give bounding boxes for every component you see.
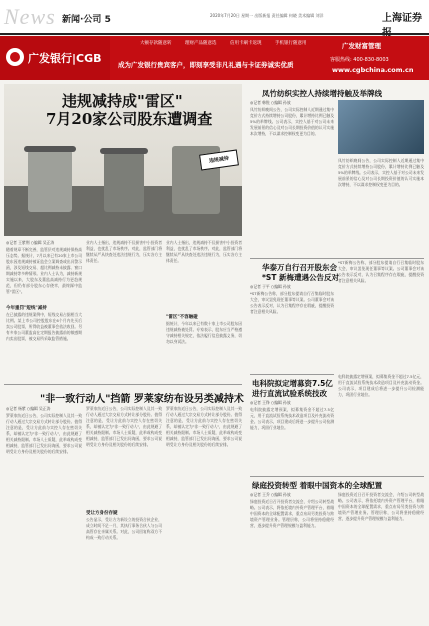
article-headline-b[interactable]: *ST 新梅遭遇公告反对 [262, 273, 340, 282]
article-body: 电科院披露定增预案，拟募集资金不超过7.5亿元，用于直流试验系统技术改造项目及补充流动资金。公司表示，项目建成后将进一步提升公司检测能力，巩固行业地位。 [250, 407, 334, 430]
lead-subheadline[interactable]: 7月20家公司股东遭调查 [46, 110, 213, 128]
article-body-b: *ST新梅公告称，部分股东提请自行召集临时股东大会，审议罢免现任董事等议案。公司董事会对该公告表示反对，认为召集程序存在瑕疵，提醒投资者注意相关风险。 [338, 260, 424, 283]
lead-body-col2: 业内人士指出，违规减持不仅损害中小投资者利益，也扰乱了市场秩序。对此，监管部门将继续从严从快查处违法违规行为，压实各方主体责任。 [86, 240, 162, 263]
article-body: *ST新梅公告称，部分股东提请自行召集临时股东大会，审议罢免现任董事等议案。公司董事会对该公告表示反对，认为召集程序存在瑕疵，提醒投资者注意相关风险。 [250, 291, 334, 314]
ad-right-logo: 广发财富管理 [342, 42, 381, 50]
lead-byline: ◎记者 王紫荆 ○编辑 吴正涛 [6, 240, 55, 245]
lead-body-col1: 随着规章不断完善，监管层对违规减持保持高压态势。据统计，7月以来已有20家上市公司股东因违规减持被证监会立案调查或出具警示函，涉及短线交易、超比例减持未披露、窗口期减持等多种情形。业内人士认为，减持新规实施以来，大股东及董监高减持行为更趋规范，但仍有部分股东心存侥幸，最终踩中监管"雷区"。 [6, 247, 82, 294]
article-body-b: 绿庭投资近日召开投资者交流会，介绍公司转型战略。公司表示，将依托境内外资产管理平台，着眼中国资本的全球配置需求，重点布局另类投资与跨境资产管理业务。管理层称，公司将坚持稳健经营，逐步提升资产管理规模与盈利能力。 [338, 492, 424, 521]
lead-body-col3: 业内人士指出，违规减持不仅损害中小投资者利益，也扰乱了市场秩序。对此，监管部门将继续从严从快查处违法违规行为，压实各方主体责任。 [166, 240, 242, 263]
paper-name: 上海证券 [382, 13, 422, 24]
second-body-col1: 罗莱家纺近日公告，公司实际控制人及其一致行动人通过大宗交易方式转让部分股份。值得注意的是，受让方此前与实控人存在密切关系，却被认定为"非一致行动人"，由此规避了相关减持限制。市场人士质疑，此举或构成变相减持，监管部门已发出问询函，要求公司说明受让方身份及相关股份的后续安排。 [6, 413, 82, 454]
right-divider [250, 258, 424, 259]
right-divider [250, 374, 334, 375]
ad-service-item: 信用卡刷卡返现 [230, 41, 262, 46]
lead-body-col3b: 据统计，今年以来已有数十家上市公司股东因违规减持被处罚。专家表示，股东应当严格遵守减持相关规定，依法履行信息披露义务，切勿以身试法。 [166, 321, 242, 344]
section-name: 新闻·公司 [62, 15, 102, 25]
ad-service-item: 大额存款随意转 [140, 41, 172, 46]
trash-bin-lid [100, 148, 148, 154]
lead-subhead-2: "雷区"不容触碰 [166, 315, 198, 320]
ad-slogan: 成为广发银行贵宾客户，即刻享受非凡礼遇与卡证券诚实优质 [118, 61, 294, 69]
ad-website[interactable]: www.cgbchina.com.cn [332, 66, 414, 74]
article-byline: ◎记者 于平 ○编辑 孙放 [250, 284, 291, 289]
ad-service-item: 理财产品随意选 [185, 41, 217, 46]
second-headline[interactable]: "非一致行动人"挡箭 罗莱家纺布设另类减持术 [40, 394, 244, 405]
masthead-rule [0, 33, 429, 35]
article-body-b: 电科院披露定增预案，拟募集资金不超过7.5亿元，用于直流试验系统技术改造项目及补充流动资金。公司表示，项目建成后将进一步提升公司检测能力，巩固行业地位。 [338, 374, 424, 397]
section-divider [4, 384, 242, 385]
second-body-col3: 罗莱家纺近日公告，公司实际控制人及其一致行动人通过大宗交易方式转让部分股份。值得注意的是，受让方此前与实控人存在密切关系，却被认定为"非一致行动人"，由此规避了相关减持限制。市场人士质疑，此举或构成变相减持，监管部门已发出问询函，要求公司说明受让方身份及相关股份的后续安排。 [166, 406, 242, 447]
second-byline: ◎记者 杨紫 ○编辑 吴正涛 [6, 406, 51, 411]
trash-bin-image [104, 152, 144, 212]
article-byline: ◎记者 韩锐 ○编辑 孙放 [250, 100, 291, 105]
second-subhead: 受让方身份存疑 [86, 511, 118, 516]
lead-body-col1b: 在已披露的违规案例中，短线交易占据相当大比例。某上市公司控股股东在6个月内先买后卖公司股票，所得收益被董事会依法收回。另有多家公司董监高在定期报告披露前的敏感期内卖出股票，被交易所采取监管措施。 [6, 312, 82, 341]
brand-word: News [4, 4, 56, 29]
article-headline[interactable]: 华泰万自行召开股东会 [262, 263, 337, 272]
bank-logo-icon [6, 48, 24, 66]
trash-bin-lid [24, 146, 76, 152]
ad-service-item: 手机银行随意用 [275, 41, 307, 46]
ad-services [140, 40, 307, 54]
article-headline[interactable]: 凤竹纺织实控人持续增持触及举牌线 [262, 89, 382, 98]
article-photo [338, 100, 424, 154]
article-body: 绿庭投资近日召开投资者交流会，介绍公司转型战略。公司表示，将依托境内外资产管理平台，着眼中国资本的全球配置需求，重点布局另类投资与跨境资产管理业务。管理层称，公司将坚持稳健经营，逐步提升资产管理规模与盈利能力。 [250, 499, 334, 528]
article-headline-b[interactable]: 进行直流试验系统技改 [252, 389, 327, 398]
section-title [62, 12, 111, 25]
article-headline[interactable]: 电科院拟定增募资7.5亿 [252, 379, 333, 388]
date-line: 2020年7月20日 星期一 出版新报 责任编辑 何晓 美术编辑 刘洋 [210, 13, 324, 18]
right-divider [250, 476, 424, 477]
bank-name: 广发银行|CGB [28, 52, 102, 65]
photo-tag: 违规减持 [199, 149, 239, 170]
lead-headline[interactable]: 违规减持成"雷区" [62, 92, 183, 110]
article-headline[interactable]: 绿庭投资转型 着眼中国资本的全球配置 [252, 481, 383, 490]
trash-bin-image [28, 150, 72, 212]
article-byline: ◎记者 王乔 ○编辑 孙放 [250, 492, 291, 497]
article-body-b: 凤竹纺织晚间公告，公司实际控制人近期通过集中竞价方式持续增持公司股份，累计增持比例已触及5%的举牌线。公司表示，实控人基于对公司未来发展前景的信心及对公司长期投资价值的认可实施本次增持，不以谋求控制权变更为目的。 [338, 158, 424, 187]
second-body-col2: 罗莱家纺近日公告，公司实际控制人及其一致行动人通过大宗交易方式转让部分股份。值得注意的是，受让方此前与实控人存在密切关系，却被认定为"非一致行动人"，由此规避了相关减持限制。市场人士质疑，此举或构成变相减持，监管部门已发出问询函，要求公司说明受让方身份及相关股份的后续安排。 [86, 406, 162, 447]
second-body-col2b: 公告显示，受让方为新设立的投资合伙企业，成立时间不足一月，其执行事务合伙人与公司高管存在亲属关系。对此，公司回复称双方不构成一致行动关系。 [86, 517, 162, 540]
article-body: 凤竹纺织晚间公告，公司实际控制人近期通过集中竞价方式持续增持公司股份，累计增持比例已触及5%的举牌线。公司表示，实控人基于对公司未来发展前景的信心及对公司长期投资价值的认可实施本次增持，不以谋求控制权变更为目的。 [250, 107, 334, 136]
bank-advertisement[interactable] [0, 36, 429, 80]
page-number: 5 [104, 15, 111, 25]
lead-subhead: 今年重罚"短线"减持 [6, 306, 47, 311]
ad-hotline: 客服热线: 400-830-8003 [330, 57, 389, 63]
article-byline: ◎记者 王铮 ○编辑 孙放 [250, 400, 291, 405]
